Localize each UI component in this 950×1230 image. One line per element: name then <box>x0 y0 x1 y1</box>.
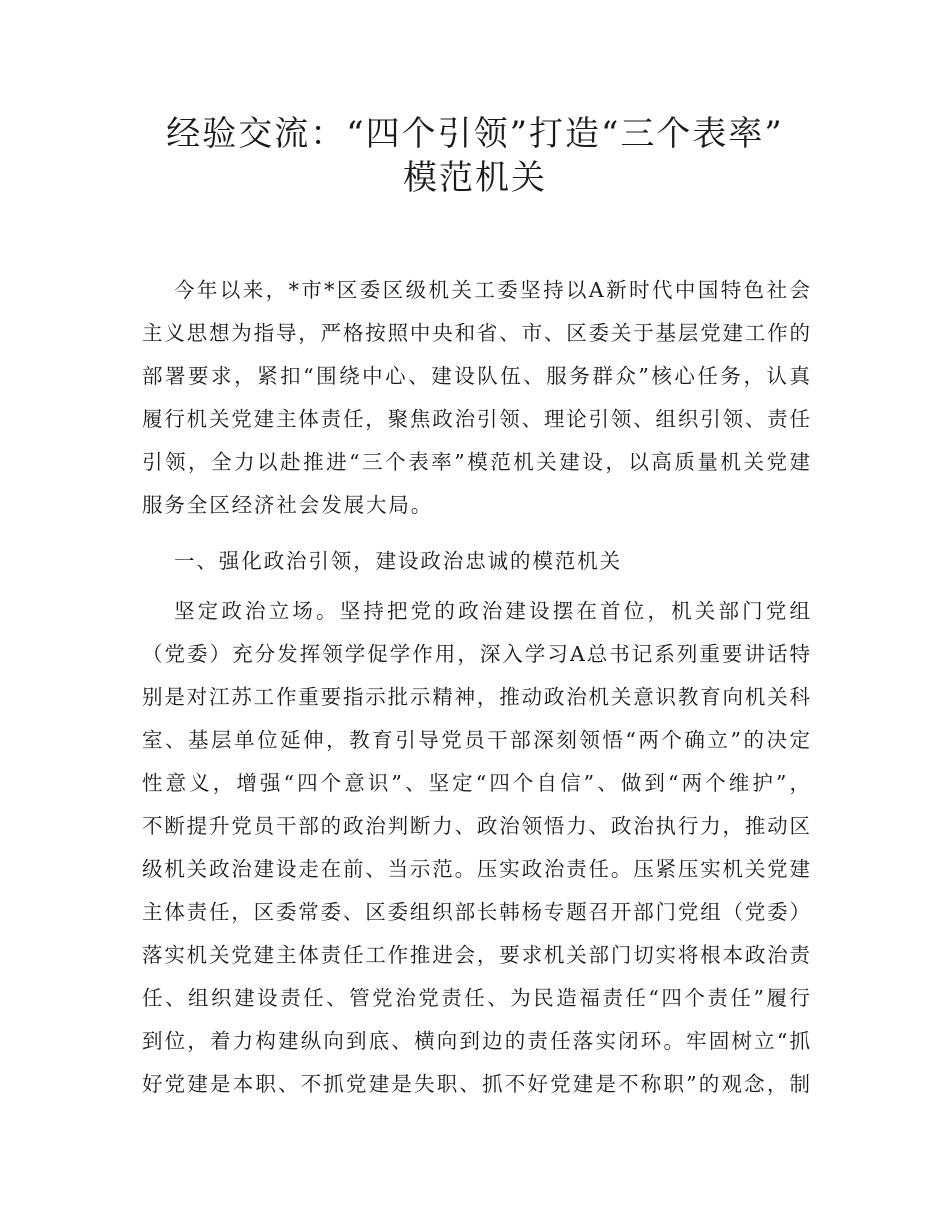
text-line: 任、组织建设责任、管党治党责任、为民造福责任“四个责任”履行 <box>142 986 810 1010</box>
text-line: 落实机关党建主体责任工作推进会，要求机关部门切实将根本政治责 <box>142 943 810 967</box>
text-line: （党委）充分发挥领学促学作用，深入学习A总书记系列重要讲话特 <box>142 642 810 666</box>
text-line: 部署要求，紧扣“围绕中心、建设队伍、服务群众”核心任务，认真 <box>142 364 810 388</box>
text-line: 室、基层单位延伸，教育引导党员干部深刻领悟“两个确立”的决定 <box>142 728 810 752</box>
section-heading: 一、强化政治引领，建设政治忠诚的模范机关 <box>174 549 622 573</box>
text-line: 级机关政治建设走在前、当示范。压实政治责任。压紧压实机关党建 <box>142 857 810 881</box>
text-line: 主体责任，区委常委、区委组织部长韩杨专题召开部门党组（党委） <box>142 900 810 924</box>
text-line: 不断提升党员干部的政治判断力、政治领悟力、政治执行力，推动区 <box>142 814 810 838</box>
text-line: 履行机关党建主体责任，聚焦政治引领、理论引领、组织引领、责任 <box>142 407 810 431</box>
text-line: 引领，全力以赴推进“三个表率”模范机关建设，以高质量机关党建 <box>142 450 810 474</box>
text-line: 别是对江苏工作重要指示批示精神，推动政治机关意识教育向机关科 <box>142 685 810 709</box>
text-line: 主义思想为指导，严格按照中央和省、市、区委关于基层党建工作的 <box>142 321 810 345</box>
text-line: 性意义，增强“四个意识”、坚定“四个自信”、做到“两个维护”， <box>142 771 810 795</box>
text-line: 服务全区经济社会发展大局。 <box>142 493 434 517</box>
text-line: 好党建是本职、不抓党建是失职、抓不好党建是不称职”的观念，制 <box>142 1072 810 1096</box>
text-line: 今年以来，*市*区委区级机关工委坚持以A新时代中国特色社会 <box>174 278 810 302</box>
document-title-line-1: 经验交流：“四个引领”打造“三个表率” <box>166 114 784 154</box>
text-line: 到位，着力构建纵向到底、横向到边的责任落实闭环。牢固树立“抓 <box>142 1029 810 1053</box>
text-line: 坚定政治立场。坚持把党的政治建设摆在首位，机关部门党组 <box>174 599 810 623</box>
document-title-line-2: 模范机关 <box>403 158 547 198</box>
